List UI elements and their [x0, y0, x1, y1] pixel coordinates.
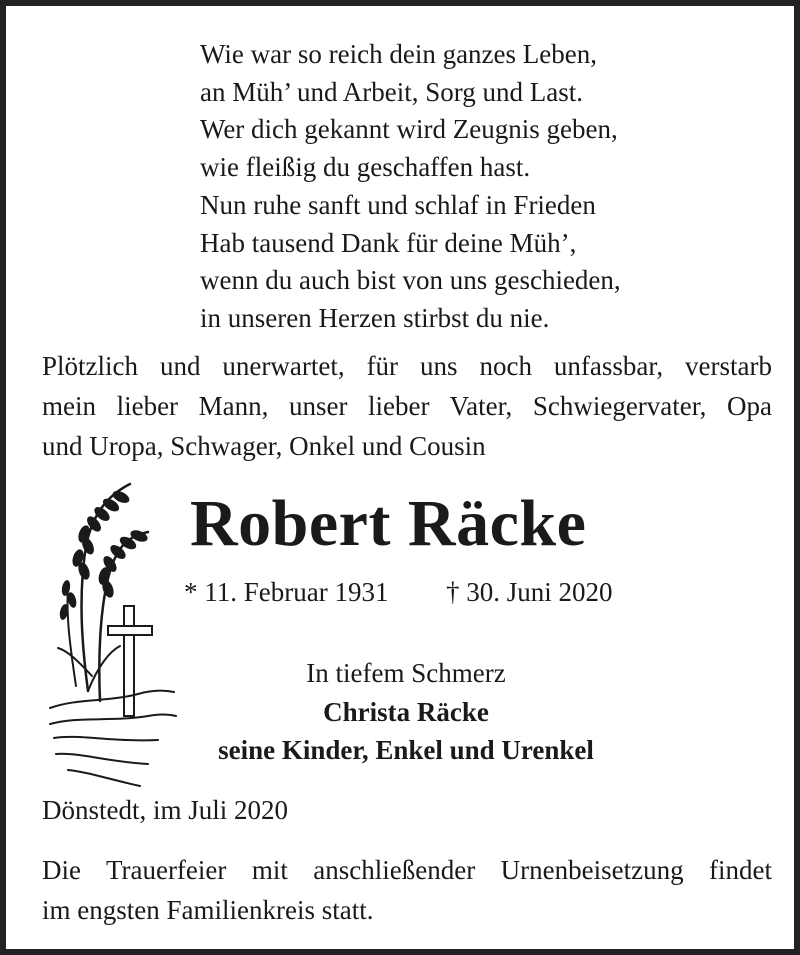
poem-line: wie fleißig du geschaffen hast.	[200, 152, 531, 183]
mourning-phrase: In tiefem Schmerz	[306, 658, 506, 688]
family-line: seine Kinder, Enkel und Urenkel	[218, 735, 594, 765]
poem-line: Wer dich gekannt wird Zeugnis geben,	[200, 114, 618, 145]
deceased-name: Robert Räcke	[190, 487, 587, 560]
announcement-line: und Uropa, Schwager, Onkel und Cousin	[42, 431, 486, 461]
spouse-name: Christa Räcke	[323, 696, 489, 727]
poem-line: an Müh’ und Arbeit, Sorg und Last.	[200, 76, 583, 107]
announcement-text	[42, 346, 772, 466]
announcement-line: mein lieber Mann, unser lieber Vater, Schwiegervater, Opa	[42, 391, 772, 421]
poem-line: Hab tausend Dank für deine Müh’,	[200, 227, 577, 258]
poem-line: Nun ruhe sanft und schlaf in Frieden	[200, 189, 596, 220]
service-line: Die Trauerfeier mit anschließender Urnenbeisetzung findet	[42, 855, 772, 885]
poem-line: in unseren Herzen stirbst du nie.	[200, 302, 550, 333]
place-and-date: Dönstedt, im Juli 2020	[42, 795, 289, 825]
poem-line: wenn du auch bist von uns geschieden,	[200, 265, 621, 296]
mourners-block	[176, 654, 636, 770]
announcement-line: Plötzlich und unerwartet, für uns noch unfassbar, verstarb	[42, 351, 772, 381]
poem-line: Wie war so reich dein ganzes Leben,	[200, 39, 597, 69]
wheat-and-cross-icon	[48, 476, 178, 791]
memorial-poem	[200, 36, 760, 338]
service-line: im engsten Familienkreis statt.	[42, 895, 374, 925]
death-date: † 30. Juni 2020	[446, 577, 613, 607]
funeral-service-text	[42, 850, 772, 930]
birth-date: * 11. Februar 1931	[184, 577, 389, 607]
